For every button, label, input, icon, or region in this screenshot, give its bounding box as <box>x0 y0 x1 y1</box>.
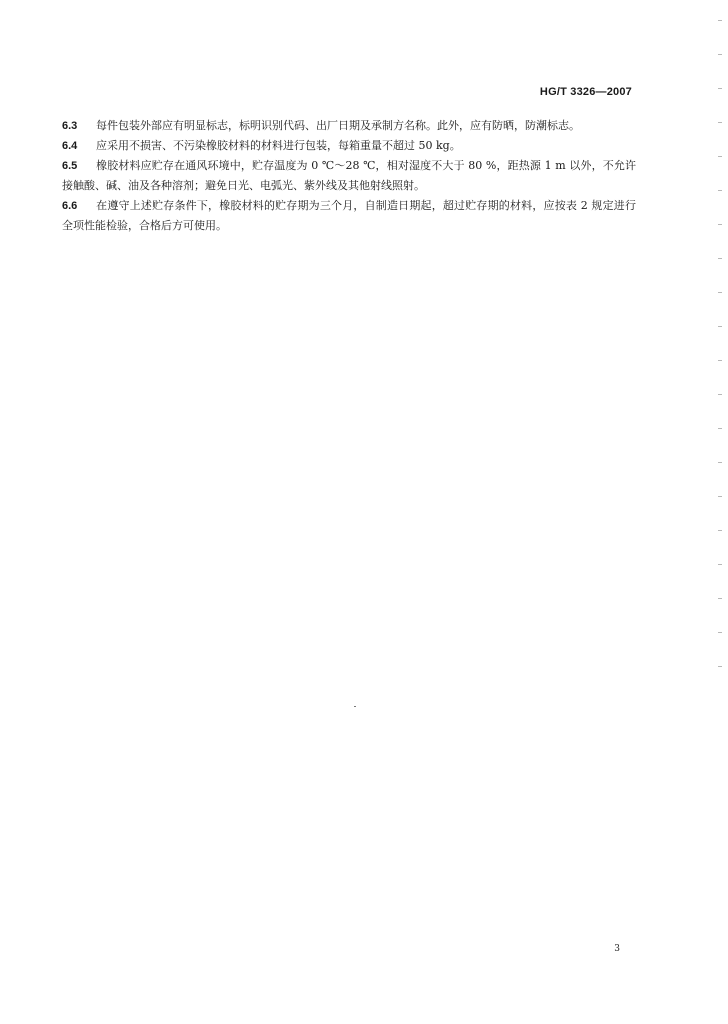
clause-number: 6.3 <box>62 120 78 132</box>
clause-text: 应采用不损害、不污染橡胶材料的材料进行包装，每箱重量不超过 50 kg。 <box>96 139 461 152</box>
clause-6-5 <box>62 156 636 196</box>
clause-number: 6.6 <box>62 200 78 212</box>
scan-speck <box>354 706 356 707</box>
page-number: 3 <box>614 944 620 954</box>
clause-text: 每件包装外部应有明显标志，标明识别代码、出厂日期及承制方名称。此外，应有防晒，防潮标志。 <box>96 119 580 132</box>
clause-number: 6.4 <box>62 140 78 152</box>
clause-text: 在遵守上述贮存条件下，橡胶材料的贮存期为三个月，自制造日期起，超过贮存期的材料，应按表 2 规定进行全项性能检验，合格后方可使用。 <box>62 199 636 232</box>
clause-text: 橡胶材料应贮存在通风环境中，贮存温度为 0 ℃～28 ℃，相对湿度不大于 80 %，距热源 1 m 以外，不允许接触酸、碱、油及各种溶剂；避免日光、电弧光、紫外线及其他射线照射。 <box>62 159 636 192</box>
clause-6-6 <box>62 196 636 236</box>
clause-6-3 <box>62 116 636 136</box>
clause-6-4 <box>62 136 636 156</box>
clause-number: 6.5 <box>62 160 78 172</box>
clause-list <box>62 116 636 236</box>
standard-code-header: HG/T 3326—2007 <box>539 86 632 98</box>
scan-edge-marks <box>718 20 722 700</box>
